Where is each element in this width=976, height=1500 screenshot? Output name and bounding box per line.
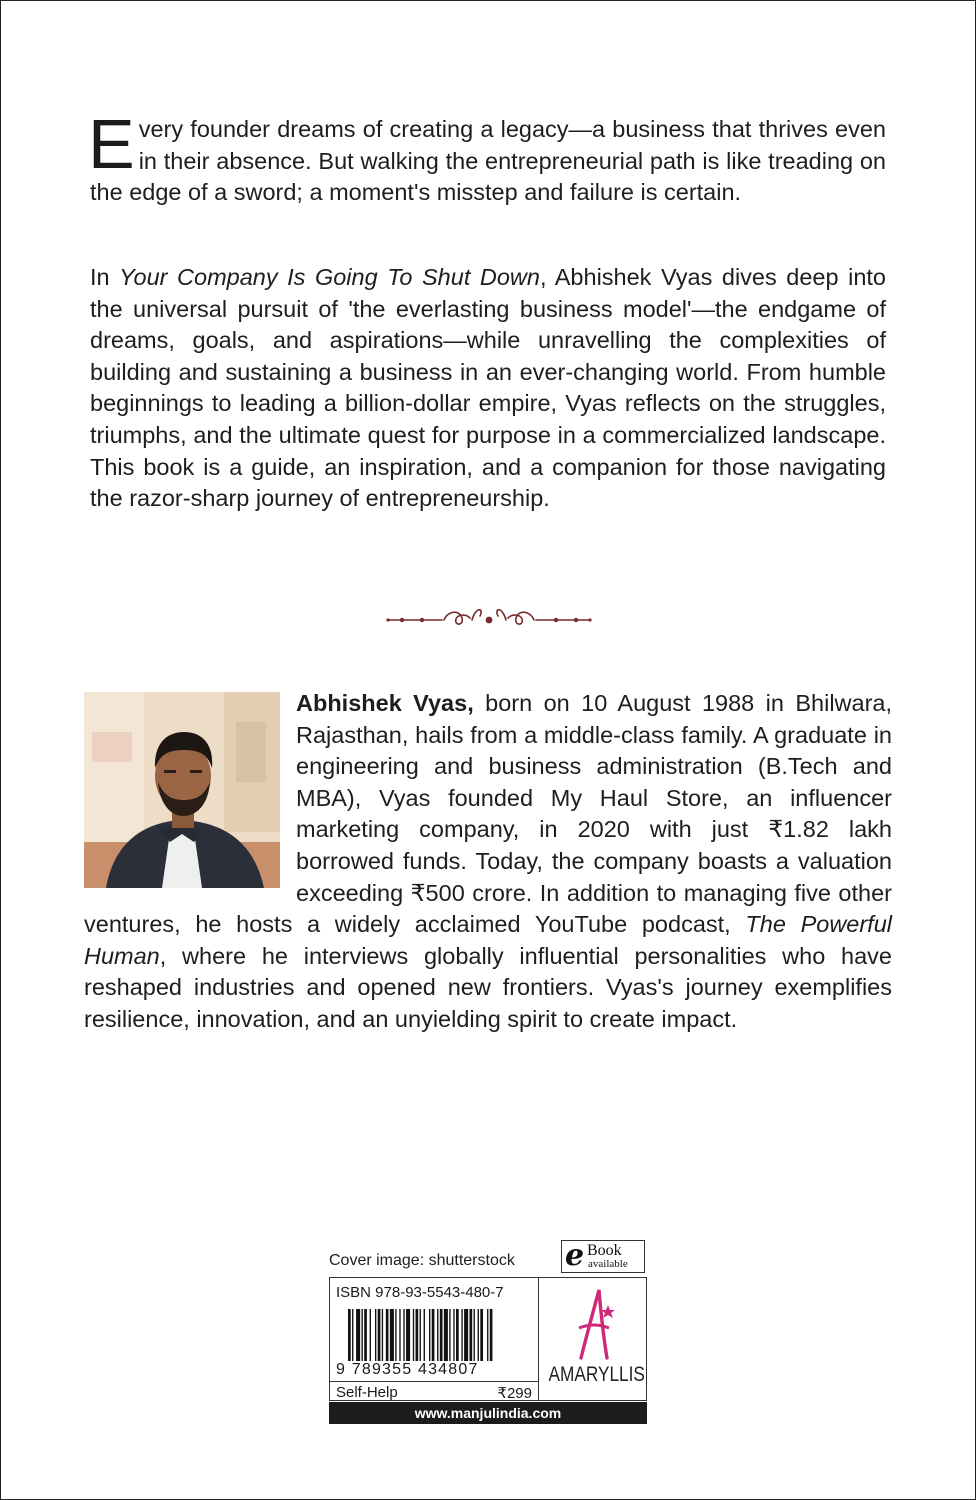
author-bio-text-2: , where he interviews globally influential personalities who have reshaped industries and opened new frontiers. Vyas's journey exemplifies resilience, innovation, and an unyielding spirit to create impact. <box>84 942 892 1032</box>
isbn-divider <box>330 1381 538 1382</box>
barcode-bar <box>461 1309 462 1361</box>
barcode-bar <box>348 1309 351 1361</box>
barcode-bar <box>440 1309 443 1361</box>
author-bio <box>84 688 892 1036</box>
barcode-bar <box>480 1309 483 1361</box>
barcode-bar <box>406 1309 410 1361</box>
barcode-bar <box>437 1309 438 1361</box>
barcode-bar <box>364 1309 367 1361</box>
barcode-bar <box>456 1309 459 1361</box>
price-label: ₹299 <box>497 1385 532 1402</box>
blurb-paragraph-2 <box>90 262 886 515</box>
podcast-title: The Powerful Human <box>84 911 892 969</box>
ornament-divider <box>384 600 594 634</box>
barcode-bar <box>375 1309 376 1361</box>
blurb-paragraph-1 <box>88 105 886 209</box>
ebook-available-badge <box>561 1240 645 1273</box>
barcode-bar <box>478 1309 479 1361</box>
isbn-box <box>329 1277 539 1401</box>
author-bio-text-1: born on 10 August 1988 in Bhilwara, Rajasthan, hails from a middle-class family. A graduate in engineering and business administration (B.Tech and MBA), Vyas founded My Haul Store, an influencer marketing company, in 2020 with just ₹1.82 lakh borrowed funds. Today, the company boasts a valuation exceeding ₹500 crore. In addition to managing five other ventures, he hosts a widely acclaimed YouTube podcast, <box>84 690 893 938</box>
amaryllis-logo-icon <box>577 1284 617 1360</box>
barcode-bar <box>444 1309 448 1361</box>
barcode-bar <box>490 1309 493 1361</box>
barcode-bar <box>378 1309 381 1361</box>
publisher-name: AMARYLLIS <box>548 1363 645 1386</box>
publisher-website: www.manjulindia.com <box>329 1402 647 1424</box>
ebook-label: Book <box>587 1242 622 1259</box>
barcode-digits: 9 789355 434807 <box>336 1361 479 1378</box>
author-portrait-illustration <box>84 692 280 888</box>
ebook-available-label: available <box>588 1258 628 1270</box>
barcode-block <box>329 1240 647 1425</box>
barcode <box>348 1309 534 1361</box>
book-title: Your Company Is Going To Shut Down <box>119 264 540 290</box>
author-name: Abhishek Vyas, <box>296 690 474 716</box>
barcode-bar <box>429 1309 430 1361</box>
barcode-bar <box>453 1309 454 1361</box>
barcode-bar <box>470 1309 473 1361</box>
blurb-in: In <box>90 264 120 290</box>
barcode-bar <box>403 1309 404 1361</box>
blurb-paragraph-2-text: , Abhishek Vyas dives deep into the universal pursuit of 'the everlasting business model'—the endgame of dreams, goals, and aspirations—while unravelling the complexities of building and sustaining a business in an ever-changing world. From humble beginnings to leading a billion-dollar empire, Vyas reflects on the struggles, triumphs, and the ultimate quest for purpose in a commercialized landscape. This book is a guide, an inspiration, and a companion for those navigating the razor-sharp journey of entrepreneurship. <box>90 264 886 512</box>
barcode-bar <box>487 1309 488 1361</box>
barcode-bar <box>416 1309 419 1361</box>
barcode-bar <box>370 1309 371 1361</box>
barcode-bar <box>395 1309 396 1361</box>
barcode-bar <box>399 1309 400 1361</box>
barcode-bar <box>432 1309 435 1361</box>
publisher-box <box>539 1277 647 1401</box>
ebook-e-icon: e <box>565 1238 585 1273</box>
barcode-bar <box>420 1309 421 1361</box>
barcode-bar <box>362 1309 363 1361</box>
barcode-bar <box>356 1309 360 1361</box>
barcode-bar <box>352 1309 353 1361</box>
barcode-bar <box>449 1309 450 1361</box>
drop-cap: E <box>88 105 135 183</box>
blurb-paragraph-1-text: very founder dreams of creating a legacy—a business that thrives even in their absence. But walking the entrepreneurial path is like treading on the edge of a sword; a moment's misstep and failure is certain. <box>90 116 886 206</box>
author-photo <box>84 692 280 888</box>
barcode-bar <box>382 1309 383 1361</box>
barcode-bar <box>474 1309 475 1361</box>
barcode-bar <box>386 1309 389 1361</box>
cover-credit: Cover image: shutterstock <box>329 1252 515 1269</box>
barcode-bar <box>413 1309 414 1361</box>
barcode-bar <box>390 1309 394 1361</box>
isbn-number: ISBN 978-93-5543-480-7 <box>336 1284 504 1301</box>
barcode-bar <box>464 1309 468 1361</box>
barcode-bar <box>424 1309 425 1361</box>
genre-label: Self-Help <box>336 1384 398 1401</box>
